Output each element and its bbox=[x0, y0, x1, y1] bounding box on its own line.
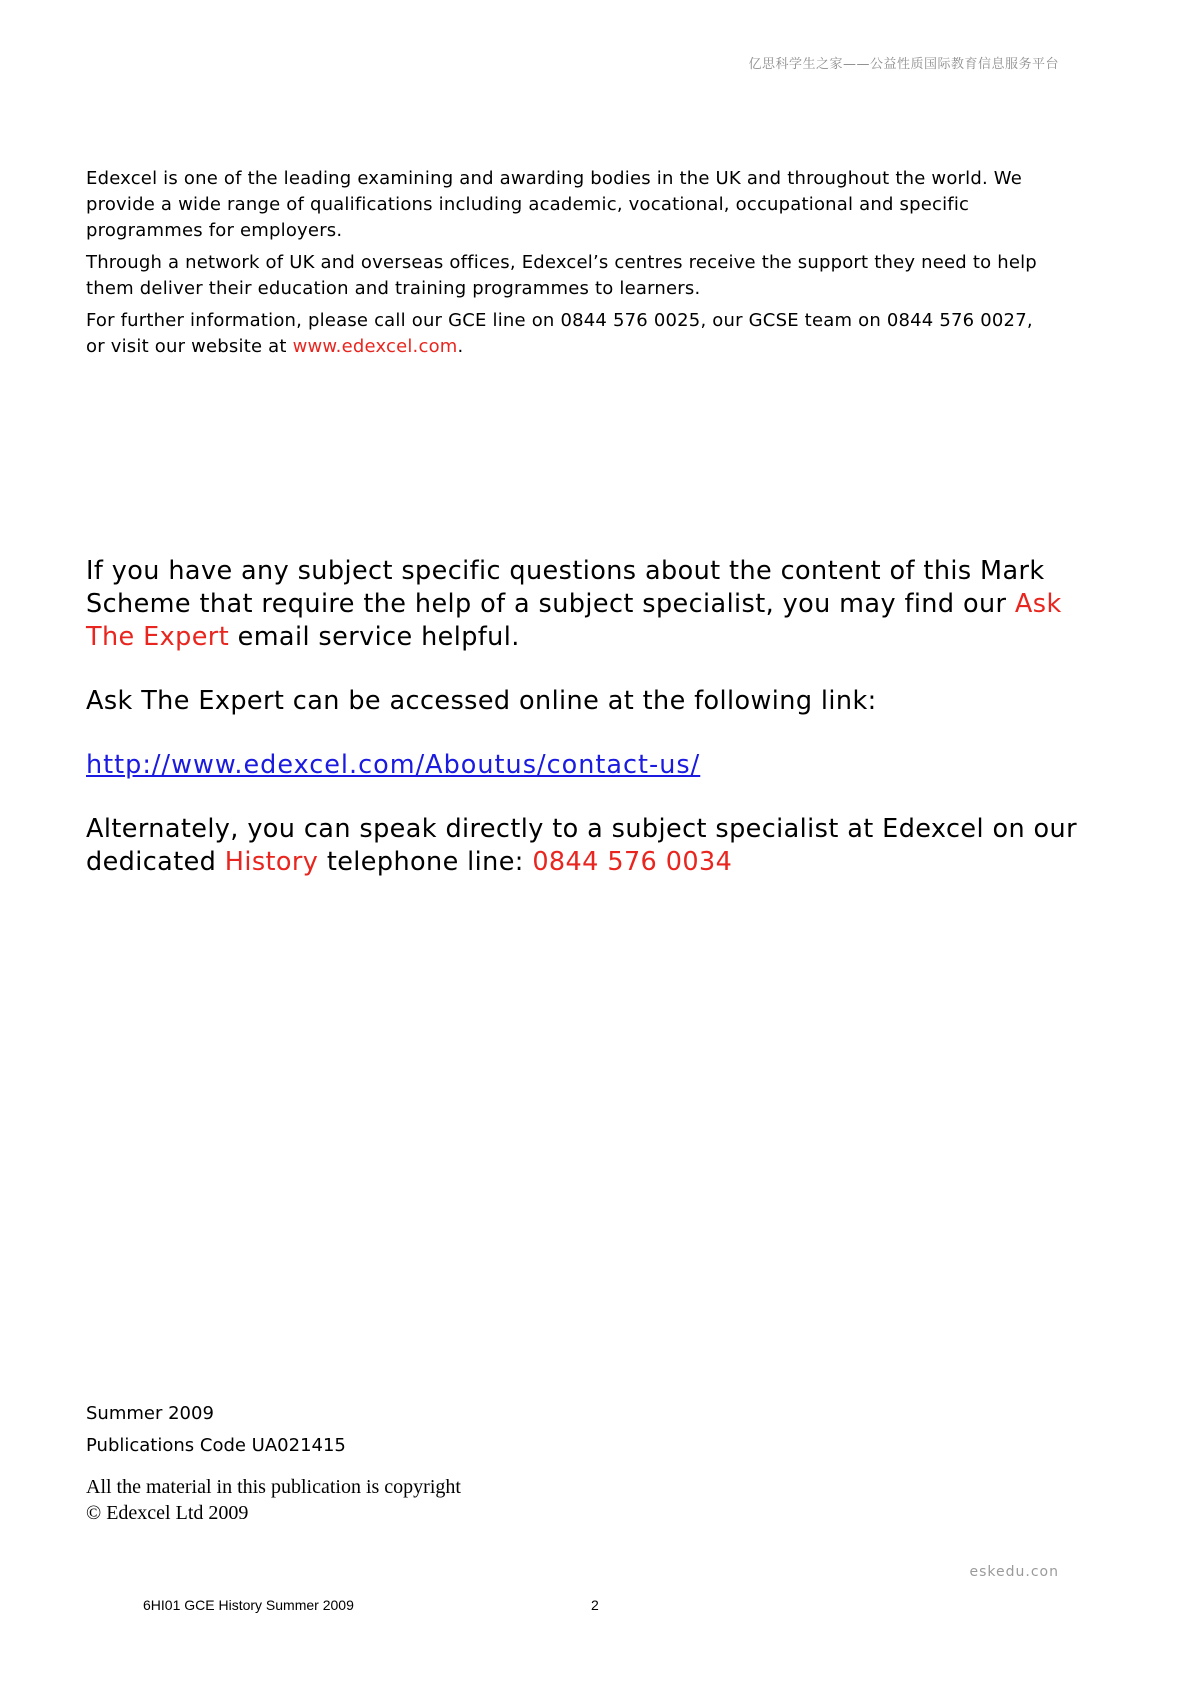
publication-code: Publications Code UA021415 bbox=[86, 1435, 346, 1456]
expert-paragraph-2: Ask The Expert can be accessed online at the following link: bbox=[86, 686, 877, 716]
intro-section bbox=[86, 166, 1046, 366]
footer-watermark: eskedu.con bbox=[969, 1564, 1059, 1580]
expert-paragraph-1 bbox=[86, 555, 1086, 654]
edexcel-website-link[interactable]: www.edexcel.com bbox=[292, 336, 458, 357]
intro-p3-text: For further information, please call our GCE line on 0844 576 0025, our GCSE team on 0844 576 0027, or visit our website at bbox=[86, 310, 1033, 357]
expert-paragraph-3 bbox=[86, 813, 1086, 879]
subject-name: History bbox=[224, 847, 319, 877]
ask-the-expert-service: Ask The Expert bbox=[86, 589, 1062, 652]
intro-p3-end: . bbox=[457, 336, 464, 357]
copyright-line-2: © Edexcel Ltd 2009 bbox=[86, 1502, 249, 1524]
publication-info bbox=[86, 1402, 346, 1466]
ask-the-expert-section bbox=[86, 555, 1086, 879]
expert-p1-end: email service helpful. bbox=[229, 622, 520, 652]
copyright-line-1: All the material in this publication is copyright bbox=[86, 1476, 461, 1498]
expert-p1-text: If you have any subject specific questions about the content of this Mark Scheme that require the help of a subject specialist, you may find our bbox=[86, 556, 1045, 619]
expert-p3-text: Alternately, you can speak directly to a subject specialist at Edexcel on our dedicated bbox=[86, 814, 1077, 877]
footer-document-label: 6HI01 GCE History Summer 2009 bbox=[143, 1597, 354, 1613]
page-number: 2 bbox=[591, 1597, 599, 1613]
header-watermark: 亿思科学生之家——公益性质国际教育信息服务平台 bbox=[748, 57, 1059, 72]
history-phone-number: 0844 576 0034 bbox=[532, 847, 733, 877]
publication-season: Summer 2009 bbox=[86, 1403, 214, 1424]
expert-p3-middle: telephone line: bbox=[318, 847, 533, 877]
expert-url-paragraph bbox=[86, 749, 1086, 782]
intro-paragraph-2: Through a network of UK and overseas offices, Edexcel’s centres receive the support they need to help them deliver their education and training programmes to learners. bbox=[86, 252, 1037, 299]
contact-us-link[interactable]: http://www.edexcel.com/Aboutus/contact-us/ bbox=[86, 750, 701, 780]
copyright-notice bbox=[86, 1474, 461, 1526]
intro-paragraph-3 bbox=[86, 308, 1046, 360]
intro-paragraph-1: Edexcel is one of the leading examining and awarding bodies in the UK and throughout the world. We provide a wide range of qualifications including academic, vocational, occupational and specific programmes for employers. bbox=[86, 168, 1023, 241]
